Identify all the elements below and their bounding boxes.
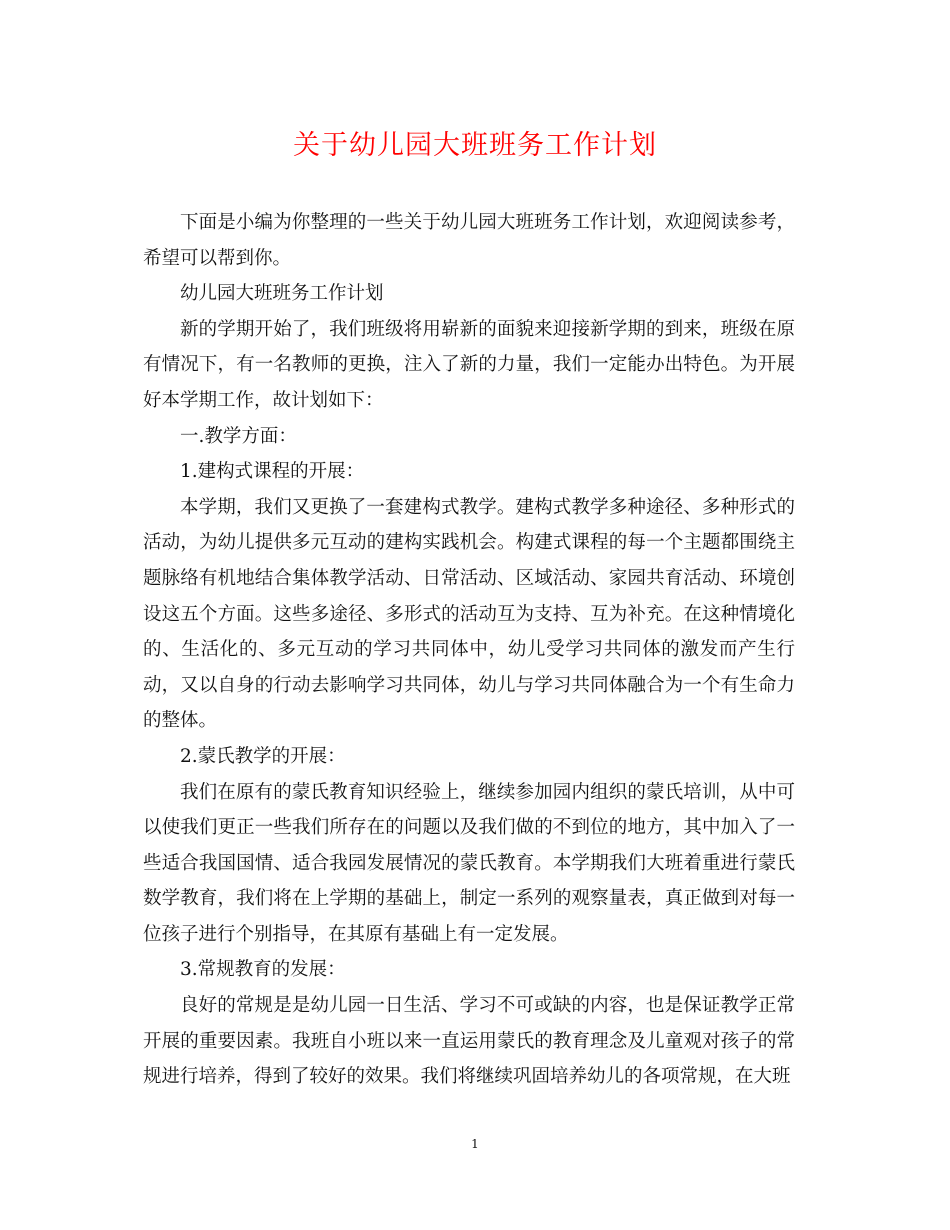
montessori-paragraph: 我们在原有的蒙氏教育知识经验上，继续参加园内组织的蒙氏培训，从中可以使我们更正一些我们所存在的问题以及我们做的不到位的地方，其中加入了一些适合我国国情、适合我园发展情况的蒙氏教育。本学期我们大班着重进行蒙氏数学教育，我们将在上学期的基础上，制定一系列的观察量表，真正做到对每一位孩子进行个别指导，在其原有基础上有一定发展。 (143, 781, 795, 945)
subheading-routine-education: 3.常规教育的发展： (180, 959, 346, 981)
routine-education-paragraph: 良好的常规是是幼儿园一日生活、学习不可或缺的内容，也是保证教学正常开展的重要因素。我班自小班以来一直运用蒙氏的教育理念及儿童观对孩子的常规进行培养，得到了较好的效果。我们将继续巩固培养幼儿的各项常规，在大班 (143, 995, 795, 1088)
subtitle-paragraph: 幼儿园大班班务工作计划 (180, 283, 384, 305)
intro-paragraph: 下面是小编为你整理的一些关于幼儿园大班班务工作计划，欢迎阅读参考，希望可以帮到你。 (143, 212, 795, 269)
subheading-montessori: 2.蒙氏教学的开展： (180, 745, 346, 767)
section-heading-teaching: 一.教学方面： (180, 425, 297, 447)
document-title: 关于幼儿园大班班务工作计划 (293, 130, 657, 161)
opening-paragraph: 新的学期开始了，我们班级将用崭新的面貌来迎接新学期的到来，班级在原有情况下，有一名教师的更换，注入了新的力量，我们一定能办出特色。为开展好本学期工作，故计划如下： (143, 318, 795, 411)
subheading-constructive-course: 1.建构式课程的开展： (180, 461, 365, 483)
document-body (143, 205, 795, 1095)
constructive-course-paragraph: 本学期，我们又更换了一套建构式教学。建构式教学多种途径、多种形式的活动，为幼儿提供多元互动的建构实践机会。构建式课程的每一个主题都围绕主题脉络有机地结合集体教学活动、日常活动、区域活动、家园共育活动、环境创设这五个方面。这些多途径、多形式的活动互为支持、互为补充。在这种情境化的、生活化的、多元互动的学习共同体中，幼儿受学习共同体的激发而产生行动，又以自身的行动去影响学习共同体，幼儿与学习共同体融合为一个有生命力的整体。 (143, 496, 795, 732)
page-number: 1 (471, 1137, 479, 1151)
